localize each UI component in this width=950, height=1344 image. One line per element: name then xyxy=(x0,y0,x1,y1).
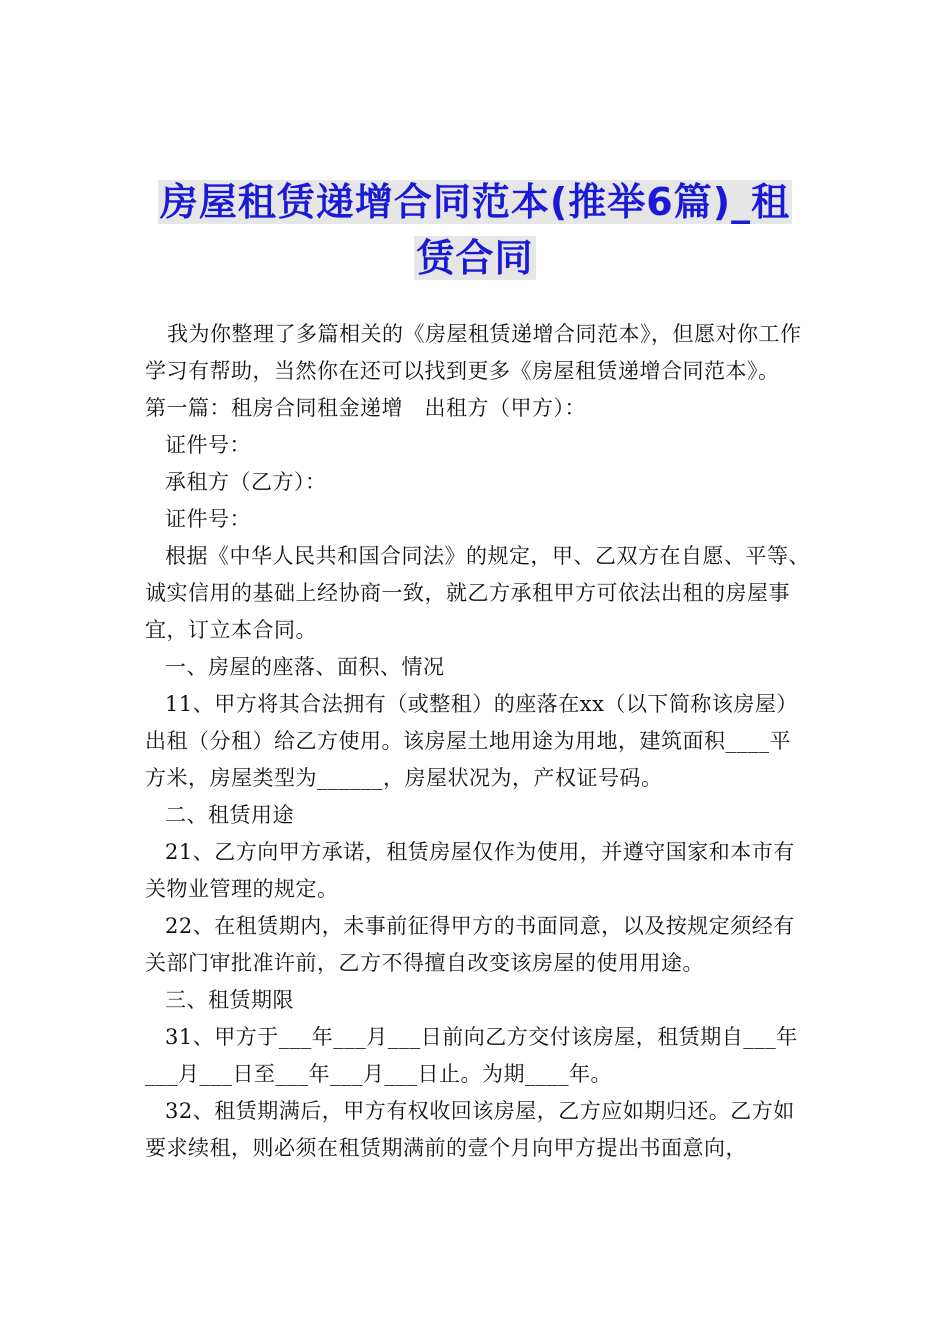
section-heading-2: 二、租赁用途 xyxy=(165,803,294,827)
title-line-2 xyxy=(120,230,830,286)
lessee-id-line: 证件号： xyxy=(165,507,251,531)
intro-paragraph: 我为你整理了多篇相关的《房屋租赁递增合同范本》，但愿对你工作学习有帮助，当然你在还可以找到更多《房屋租赁递增合同范本》。 xyxy=(145,322,802,383)
clause-31: 31、甲方于___年___月___日前向乙方交付该房屋，租赁期自___年___月___日至___年___月___日止。为期____年。 xyxy=(145,1025,798,1086)
document-body xyxy=(145,316,810,1167)
clause-32: 32、租赁期满后，甲方有权收回该房屋，乙方应如期归还。乙方如要求续租，则必须在租赁期满前的壹个月向甲方提出书面意向， xyxy=(145,1099,795,1160)
title-line-2-text: 赁合同 xyxy=(416,236,534,280)
lessor-id-line: 证件号： xyxy=(165,433,251,457)
clause-22: 22、在租赁期内，未事前征得甲方的书面同意，以及按规定须经有关部门审批准许前，乙方不得擅自改变该房屋的使用用途。 xyxy=(145,914,795,975)
clause-11: 11、甲方将其合法拥有（或整租）的座落在xx（以下简称该房屋）出租（分租）给乙方使用。该房屋土地用途为用地，建筑面积____平方米，房屋类型为______，房屋状况为，产权证号码。 xyxy=(145,692,798,790)
title-line-1 xyxy=(120,174,830,230)
document-title xyxy=(120,174,830,286)
section-heading-3: 三、租赁期限 xyxy=(165,988,294,1012)
section-heading-1: 一、房屋的座落、面积、情况 xyxy=(165,655,445,679)
lessee-line: 承租方（乙方）： xyxy=(165,470,327,494)
basis-paragraph: 根据《中华人民共和国合同法》的规定，甲、乙双方在自愿、平等、诚实信用的基础上经协商一致，就乙方承租甲方可依法出租的房屋事宜，订立本合同。 xyxy=(145,544,810,642)
chapter-heading: 第一篇：租房合同租金递增 出租方（甲方）： xyxy=(145,396,586,420)
title-line-1-text: 房屋租赁递增合同范本(推举6篇)_租 xyxy=(159,180,791,224)
clause-21: 21、乙方向甲方承诺，租赁房屋仅作为使用，并遵守国家和本市有关物业管理的规定。 xyxy=(145,840,795,901)
